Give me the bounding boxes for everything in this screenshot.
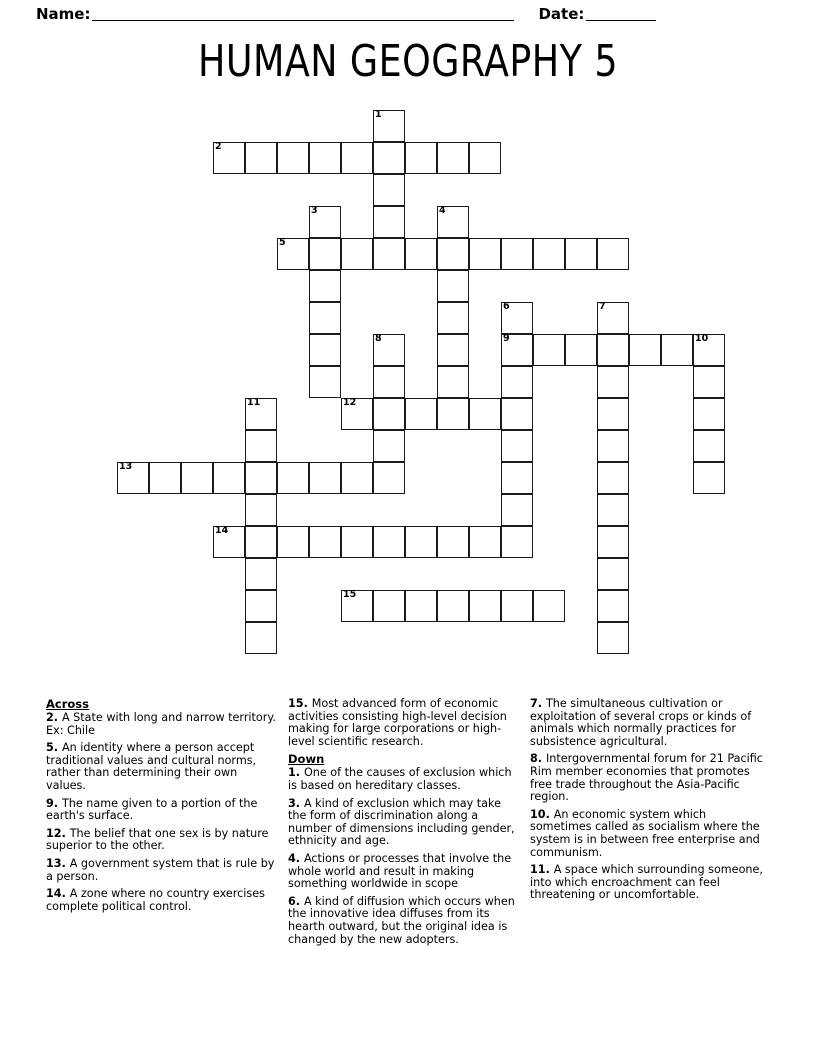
crossword-cell[interactable] [277, 462, 309, 494]
clue-down-8 [530, 753, 770, 803]
crossword-cell[interactable] [405, 590, 437, 622]
clue-columns [0, 698, 816, 998]
crossword-cell[interactable] [661, 334, 693, 366]
crossword-cell[interactable] [373, 590, 405, 622]
crossword-cell[interactable] [693, 430, 725, 462]
clue-down-10 [530, 809, 770, 859]
clue-down-7 [530, 698, 770, 748]
crossword-cell[interactable] [309, 142, 341, 174]
crossword-cell[interactable] [437, 302, 469, 334]
crossword-cell[interactable] [309, 526, 341, 558]
crossword-cell[interactable] [245, 558, 277, 590]
crossword-cell[interactable] [373, 462, 405, 494]
crossword-cell[interactable] [373, 174, 405, 206]
cell-number: 10 [695, 333, 709, 344]
crossword-cell[interactable] [597, 526, 629, 558]
clue-across-13 [46, 858, 278, 883]
cell-number: 13 [119, 461, 133, 472]
crossword-cell[interactable] [597, 398, 629, 430]
crossword-cell[interactable] [117, 462, 149, 494]
crossword-cell[interactable] [597, 238, 629, 270]
clue-number: 13. [46, 856, 70, 870]
clue-text: A government system that is rule by a person. [46, 856, 275, 883]
clue-text: A kind of exclusion which may take the form of discrimination along a number of dimensions including gender, ethnicity and age. [288, 796, 515, 848]
crossword-cell[interactable] [373, 110, 405, 142]
crossword-cell[interactable] [469, 526, 501, 558]
name-label: Name: [36, 5, 91, 23]
across-heading: Across [46, 697, 89, 711]
crossword-cell[interactable] [501, 238, 533, 270]
clue-down-11 [530, 864, 770, 902]
crossword-cell[interactable] [597, 622, 629, 654]
crossword-cell[interactable] [405, 142, 437, 174]
cell-number: 9 [503, 333, 510, 344]
crossword-cell[interactable] [309, 366, 341, 398]
clue-text: A zone where no country exercises complete political control. [46, 887, 265, 913]
clue-number: 11. [530, 863, 554, 877]
crossword-cell[interactable] [373, 238, 405, 270]
crossword-cell[interactable] [597, 590, 629, 622]
crossword-cell[interactable] [341, 398, 373, 430]
crossword-cell[interactable] [341, 462, 373, 494]
crossword-cell[interactable] [437, 142, 469, 174]
down-heading: Down [288, 752, 325, 767]
clue-number: 4. [288, 851, 304, 865]
crossword-cell[interactable] [597, 302, 629, 334]
crossword-cell[interactable] [437, 398, 469, 430]
crossword-cell[interactable] [341, 590, 373, 622]
crossword-cell[interactable] [341, 526, 373, 558]
crossword-cell[interactable] [373, 430, 405, 462]
clue-column-1 [46, 698, 278, 918]
crossword-cell[interactable] [501, 590, 533, 622]
crossword-cell[interactable] [469, 398, 501, 430]
clue-number: 1. [288, 766, 304, 780]
crossword-cell[interactable] [469, 238, 501, 270]
clue-text: The simultaneous cultivation or exploitation of several crops or kinds of animals which normally practices for subsistence agricultural. [530, 697, 752, 748]
clue-text: The belief that one sex is by nature superior to the other. [46, 826, 269, 853]
crossword-cell[interactable] [181, 462, 213, 494]
cell-number: 11 [247, 397, 261, 408]
cell-number: 8 [375, 333, 382, 344]
cell-number: 4 [439, 205, 446, 216]
crossword-cell[interactable] [405, 398, 437, 430]
clue-text: Most advanced form of economic activities consisting high-level decision making for large corporations or high-level scientific research. [288, 697, 507, 748]
crossword-cell[interactable] [501, 334, 533, 366]
crossword-cell[interactable] [629, 334, 661, 366]
crossword-cell[interactable] [597, 494, 629, 526]
crossword-cell[interactable] [565, 238, 597, 270]
clue-number: 5. [46, 741, 62, 755]
cell-number: 14 [215, 525, 229, 536]
clue-number: 6. [288, 894, 304, 908]
clue-number: 8. [530, 752, 546, 766]
clue-across-12 [46, 828, 278, 853]
crossword-cell[interactable] [373, 398, 405, 430]
crossword-cell[interactable] [693, 366, 725, 398]
crossword-cell[interactable] [533, 238, 565, 270]
crossword-cell[interactable] [693, 462, 725, 494]
clue-text: An identity where a person accept traditional values and cultural norms, rather than determining their own values. [46, 741, 257, 792]
clue-text: Actions or processes that involve the whole world and result in making something worldwide in scope [288, 851, 512, 891]
cell-number: 5 [279, 237, 286, 248]
crossword-cell[interactable] [501, 398, 533, 430]
crossword-cell[interactable] [437, 206, 469, 238]
cell-number: 12 [343, 397, 357, 408]
crossword-cell[interactable] [341, 238, 373, 270]
crossword-cell[interactable] [693, 398, 725, 430]
clue-number: 9. [46, 796, 62, 810]
crossword-cell[interactable] [501, 462, 533, 494]
crossword-cell[interactable] [437, 270, 469, 302]
crossword-cell[interactable] [373, 206, 405, 238]
clue-number: 10. [530, 807, 554, 821]
crossword-cell[interactable] [693, 334, 725, 366]
crossword-cell[interactable] [501, 366, 533, 398]
clue-number: 2. [46, 711, 62, 724]
clue-across-5 [46, 742, 278, 792]
crossword-cell[interactable] [597, 366, 629, 398]
clue-across-9 [46, 798, 278, 823]
clue-down-4 [288, 853, 520, 891]
crossword-cell[interactable] [501, 526, 533, 558]
crossword-cell[interactable] [309, 206, 341, 238]
crossword-cell[interactable] [277, 526, 309, 558]
crossword-cell[interactable] [597, 430, 629, 462]
crossword-cell[interactable] [277, 238, 309, 270]
crossword-cell[interactable] [245, 462, 277, 494]
clue-across-15 [288, 698, 520, 748]
crossword-cell[interactable] [373, 366, 405, 398]
clue-down-1 [288, 767, 520, 792]
crossword-cell[interactable] [533, 334, 565, 366]
crossword-cell[interactable] [373, 526, 405, 558]
crossword-cell[interactable] [565, 334, 597, 366]
crossword-cell[interactable] [309, 462, 341, 494]
crossword-cell[interactable] [213, 142, 245, 174]
crossword-cell[interactable] [437, 334, 469, 366]
crossword-cell[interactable] [469, 590, 501, 622]
crossword-cell[interactable] [437, 590, 469, 622]
clue-column-2 [288, 698, 520, 951]
clue-text: A space which surrounding someone, into which encroachment can feel threatening or uncomfortable. [530, 863, 763, 902]
crossword-cell[interactable] [533, 590, 565, 622]
crossword-cell[interactable] [469, 142, 501, 174]
crossword-cell[interactable] [437, 366, 469, 398]
clue-number: 7. [530, 697, 546, 710]
crossword-cell[interactable] [437, 526, 469, 558]
crossword-cell[interactable] [277, 142, 309, 174]
crossword-cell[interactable] [309, 302, 341, 334]
crossword-cell[interactable] [245, 622, 277, 654]
crossword-cell[interactable] [405, 238, 437, 270]
date-label: Date: [538, 5, 585, 23]
crossword-cell[interactable] [309, 270, 341, 302]
crossword-cell[interactable] [245, 430, 277, 462]
clue-text: A State with long and narrow territory. Ex: Chile [46, 711, 276, 737]
clue-number: 3. [288, 796, 304, 810]
cell-number: 15 [343, 589, 357, 600]
crossword-cell[interactable] [437, 238, 469, 270]
clue-number: 12. [46, 826, 70, 840]
clue-text: Intergovernmental forum for 21 Pacific Rim member economies that promotes free trade throughout the Asia-Pacific region. [530, 752, 763, 804]
crossword-cell[interactable] [245, 590, 277, 622]
cell-number: 6 [503, 301, 510, 312]
crossword-cell[interactable] [341, 142, 373, 174]
clue-number: 14. [46, 887, 70, 901]
cell-number: 3 [311, 205, 318, 216]
crossword-cell[interactable] [245, 526, 277, 558]
clue-text: One of the causes of exclusion which is based on hereditary classes. [288, 766, 512, 792]
crossword-cell[interactable] [245, 398, 277, 430]
cell-number: 7 [599, 301, 606, 312]
crossword-cell[interactable] [501, 494, 533, 526]
cell-number: 2 [215, 141, 222, 152]
crossword-cell[interactable] [213, 526, 245, 558]
clue-number: 15. [288, 697, 312, 710]
crossword-cell[interactable] [373, 142, 405, 174]
clue-text: An economic system which sometimes called as socialism where the system is in between free enterprise and communism. [530, 807, 760, 859]
crossword-cell[interactable] [245, 142, 277, 174]
crossword-cell[interactable] [597, 334, 629, 366]
crossword-cell[interactable] [149, 462, 181, 494]
clue-text: The name given to a portion of the earth's surface. [46, 796, 258, 823]
crossword-cell[interactable] [405, 526, 437, 558]
crossword-cell[interactable] [245, 494, 277, 526]
crossword-cell[interactable] [501, 302, 533, 334]
crossword-cell[interactable] [213, 462, 245, 494]
clue-across-14 [46, 888, 278, 913]
page-title: HUMAN GEOGRAPHY 5 [197, 36, 619, 87]
clue-across-2 [46, 712, 278, 737]
crossword-cell[interactable] [309, 238, 341, 270]
crossword-cell[interactable] [597, 558, 629, 590]
crossword-cell[interactable] [309, 334, 341, 366]
crossword-cell[interactable] [597, 462, 629, 494]
clue-down-6 [288, 896, 520, 946]
crossword-cell[interactable] [373, 334, 405, 366]
crossword-cell[interactable] [501, 430, 533, 462]
clue-text: A kind of diffusion which occurs when the innovative idea diffuses from its hearth outward, but the original idea is changed by the new adopters. [288, 894, 515, 946]
clue-column-3 [530, 698, 770, 907]
cell-number: 1 [375, 109, 382, 120]
clue-down-3 [288, 798, 520, 848]
